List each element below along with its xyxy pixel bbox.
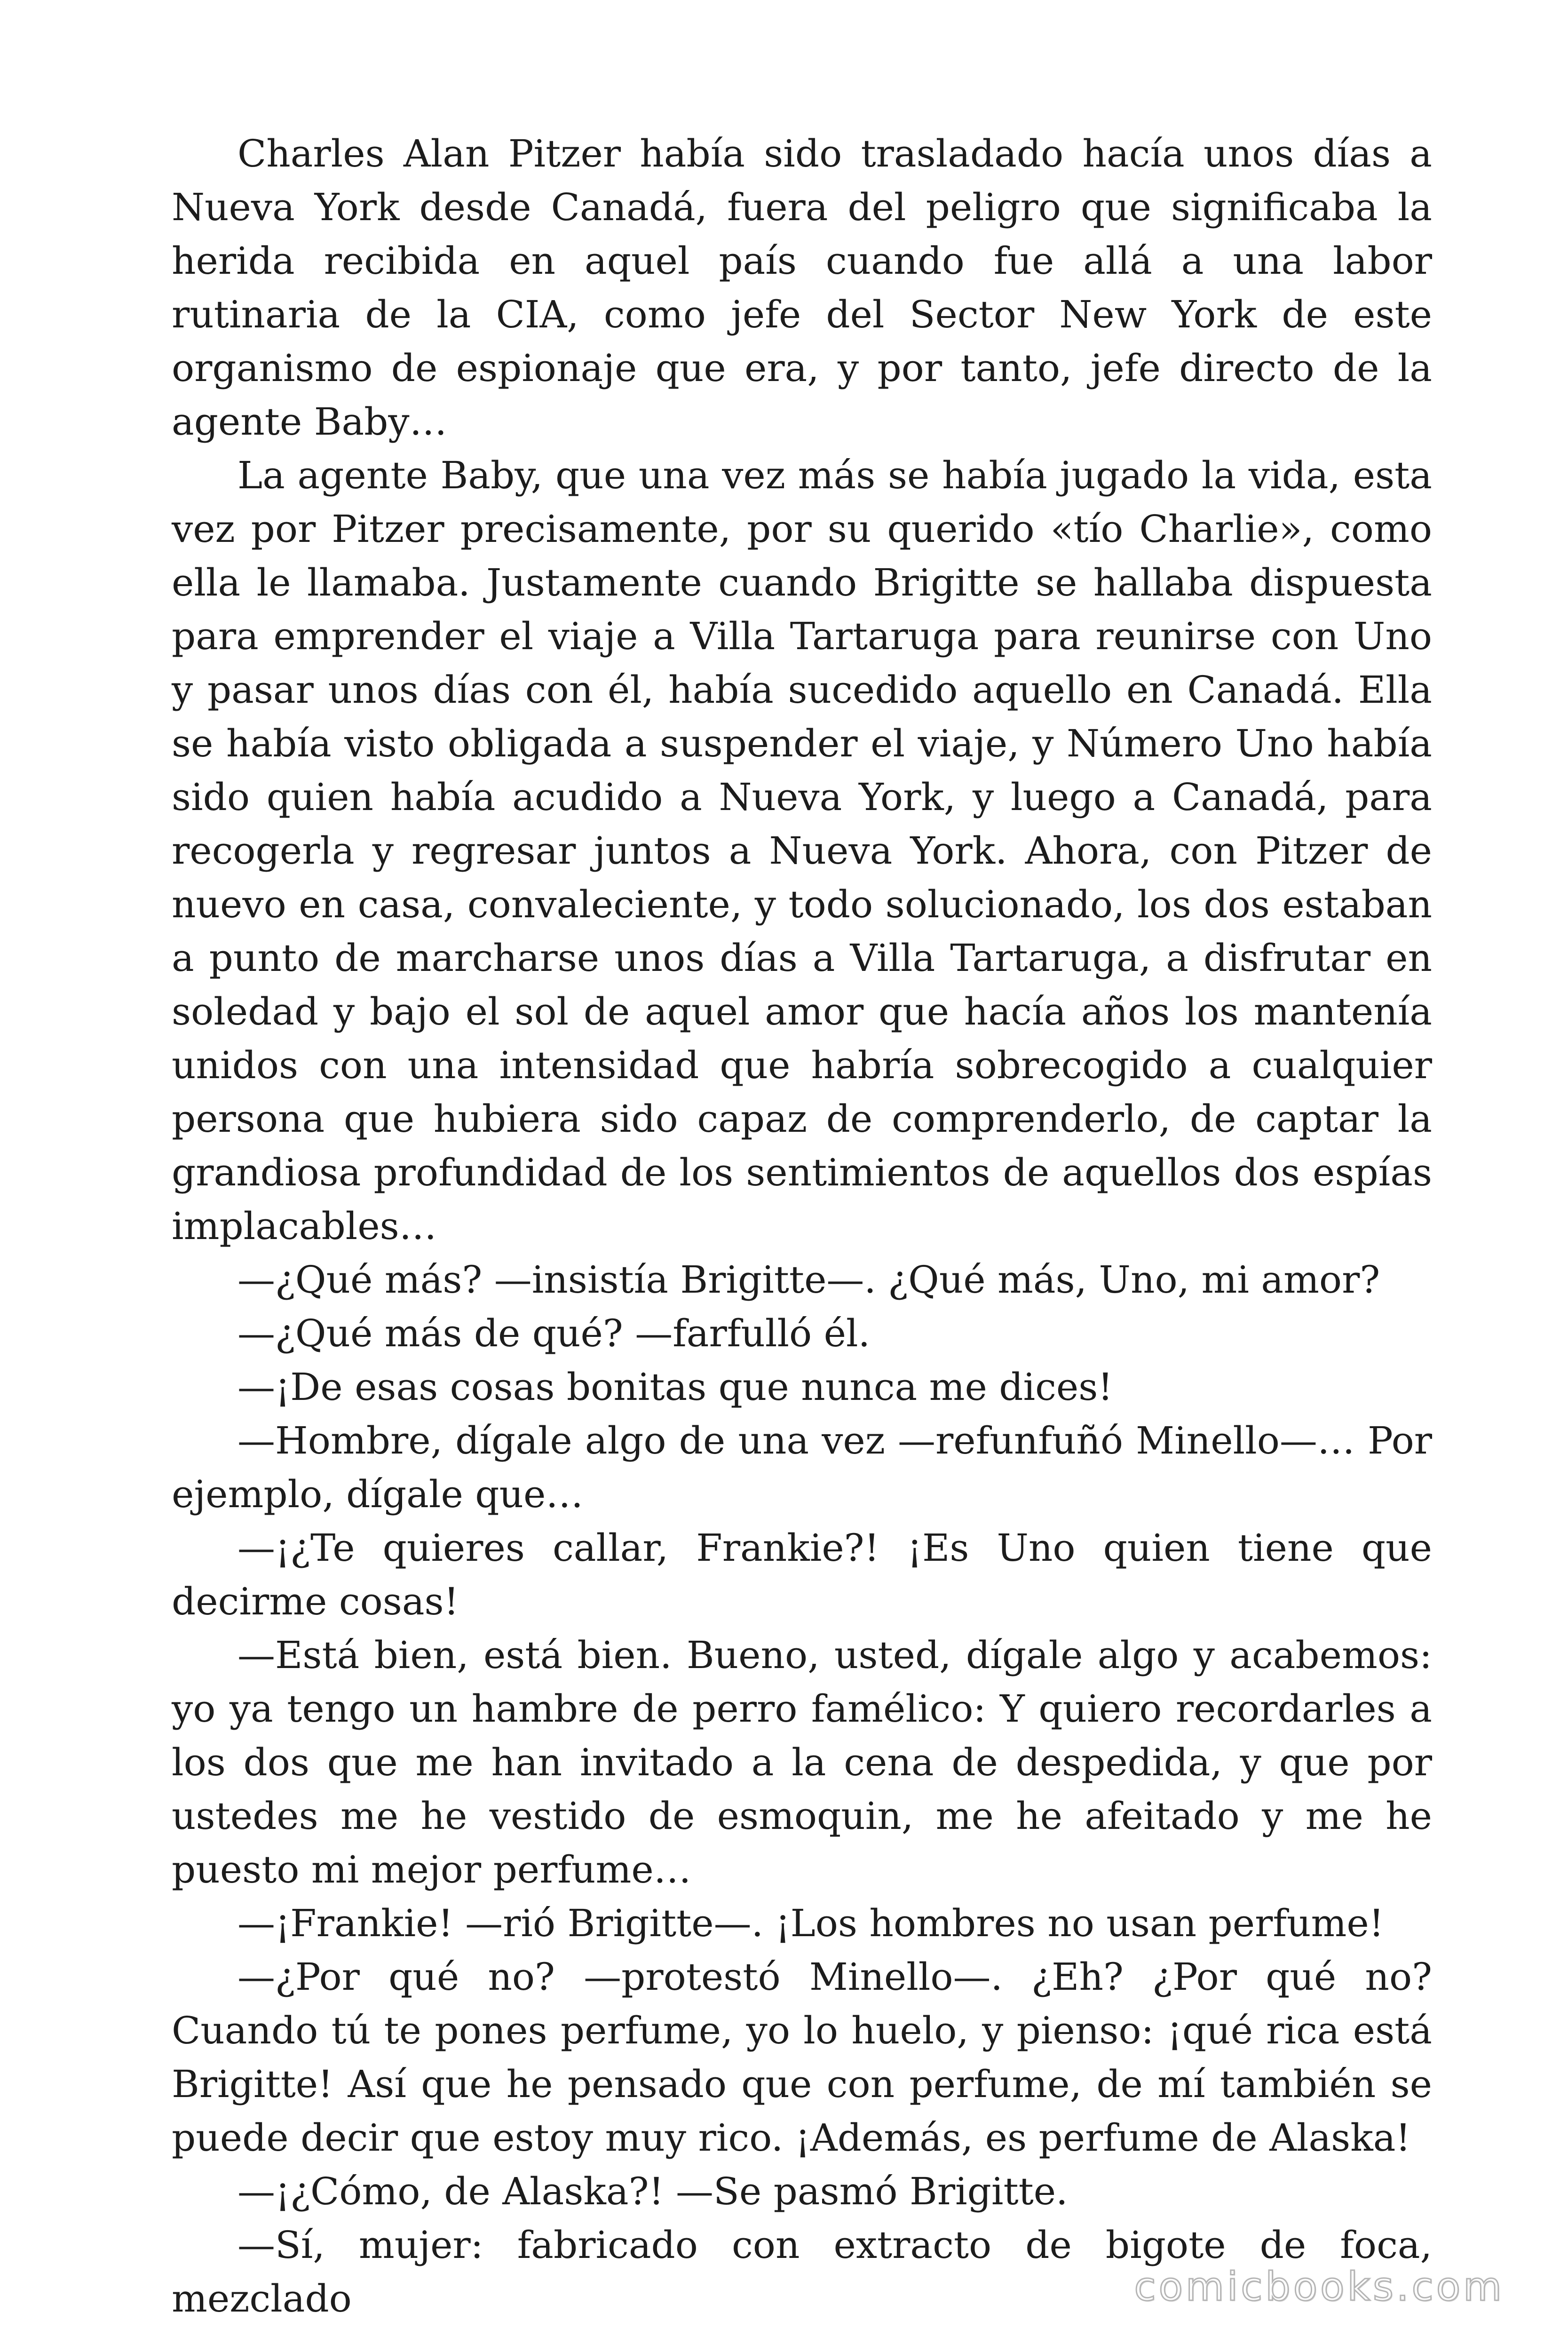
paragraph-5: —¡De esas cosas bonitas que nunca me dices! bbox=[238, 1365, 1113, 1409]
paragraph-3: —¿Qué más? —insistía Brigitte—. ¿Qué más, Uno, mi amor? bbox=[238, 1258, 1380, 1302]
paragraph-1: Charles Alan Pitzer había sido trasladado hacía unos días a Nueva York desde Canadá, fuera del peligro que significaba la herida recibida en aquel país cuando fue allá a una labor rutinaria de la CIA, como jefe del Sector New York de este organismo de espionaje que era, y por tanto, jefe directo de la agente Baby… bbox=[172, 132, 1432, 444]
paragraph-11: —¡¿Cómo, de Alaska?! —Se pasmó Brigitte. bbox=[238, 2169, 1068, 2213]
paragraph-9: —¡Frankie! —rió Brigitte—. ¡Los hombres no usan perfume! bbox=[238, 1901, 1384, 1945]
paragraph-6: —Hombre, dígale algo de una vez —refunfuñó Minello—… Por ejemplo, dígale que… bbox=[172, 1419, 1432, 1516]
paragraph-7: —¡¿Te quieres callar, Frankie?! ¡Es Uno quien tiene que decirme cosas! bbox=[172, 1526, 1432, 1623]
body-text bbox=[172, 127, 1432, 2326]
paragraph-4: —¿Qué más de qué? —farfulló él. bbox=[238, 1311, 870, 1355]
paragraph-2: La agente Baby, que una vez más se había jugado la vida, esta vez por Pitzer precisamente, por su querido «tío Charlie», como ella le llamaba. Justamente cuando Brigitte se hallaba dispuesta para emprender el viaje a Villa Tartaruga para reunirse con Uno y pasar unos días con él, había sucedido aquello en Canadá. Ella se había visto obligada a suspender el viaje, y Número Uno había sido quien había acudido a Nueva York, y luego a Canadá, para recogerla y regresar juntos a Nueva York. Ahora, con Pitzer de nuevo en casa, convaleciente, y todo solucionado, los dos estaban a punto de marcharse unos días a Villa Tartaruga, a disfrutar en soledad y bajo el sol de aquel amor que hacía años los mantenía unidos con una intensidad que habría sobrecogido a cualquier persona que hubiera sido capaz de comprenderlo, de captar la grandiosa profundidad de los sentimientos de aquellos dos espías implacables… bbox=[172, 453, 1432, 1248]
paragraph-8: —Está bien, está bien. Bueno, usted, dígale algo y acabemos: yo ya tengo un hambre de perro famélico: Y quiero recordarles a los dos que me han invitado a la cena de despedida, y que por ustedes me he vestido de esmoquin, me he afeitado y me he puesto mi mejor perfume… bbox=[172, 1633, 1432, 1891]
paragraph-10: —¿Por qué no? —protestó Minello—. ¿Eh? ¿Por qué no? Cuando tú te pones perfume, yo lo huelo, y pienso: ¡qué rica está Brigitte! Así que he pensado que con perfume, de mí también se puede decir que estoy muy rico. ¡Además, es perfume de Alaska! bbox=[172, 1955, 1432, 2160]
watermark: comicbooks.com bbox=[1134, 2264, 1505, 2310]
paragraph-12: —Sí, mujer: fabricado con extracto de bigote de foca, mezclado bbox=[172, 2223, 1432, 2320]
